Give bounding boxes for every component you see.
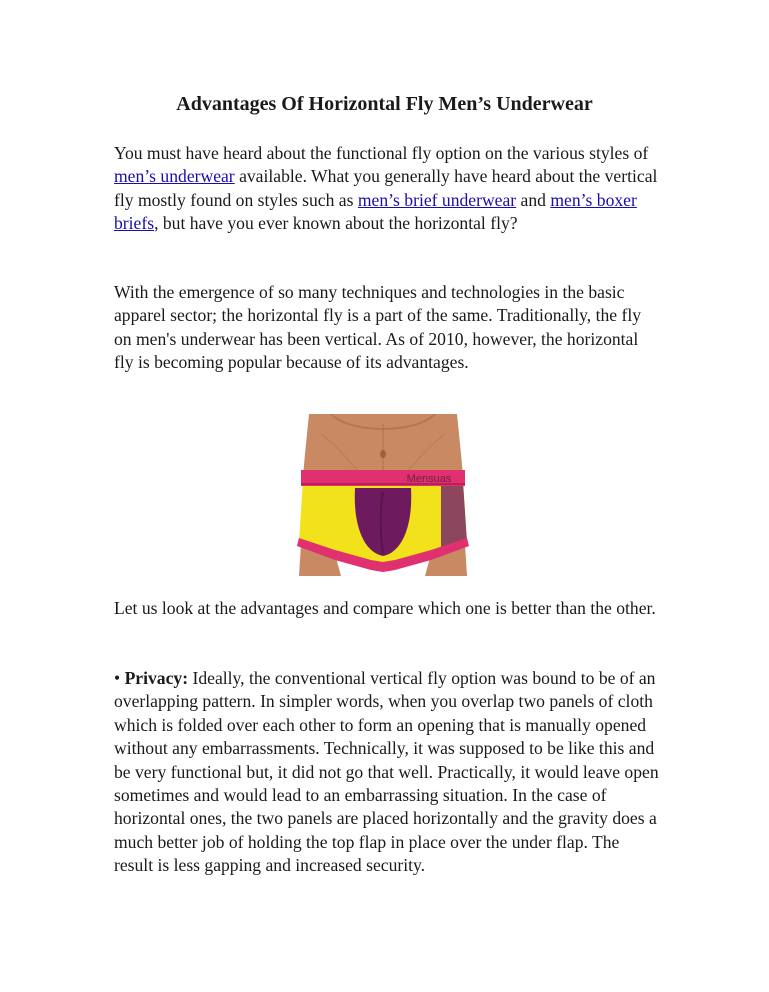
compare-paragraph: Let us look at the advantages and compare which one is better than the other.: [114, 598, 656, 618]
privacy-label: Privacy:: [124, 668, 189, 688]
intro-text-2: available. What you generally have heard about the vertical fly mostly found on styles such as: [114, 166, 658, 210]
mens-underwear-link[interactable]: men’s underwear: [114, 166, 235, 187]
privacy-text: Ideally, the conventional vertical fly option was bound to be of an overlapping pattern. In simpler words, when you overlap two panels of cloth which is folded over each other to form an opening that is manually opened without any embarrassments. Technically, it was supposed to be like this and be very functional but, it did not go that well. Practically, it would leave open sometimes and would lead to an embarrassing situation. In the case of horizontal ones, the two panels are placed horizontally and the gravity does a much better job of holding the top flap in place over the under flap. The result is less gapping and increased security.: [114, 668, 659, 876]
mens-boxer-briefs-link[interactable]: men’s boxer briefs: [114, 189, 637, 234]
emergence-paragraph: With the emergence of so many techniques and technologies in the basic apparel sector; the horizontal fly is a part of the same. Traditionally, the fly on men's underwear has been vertical. As of 2010, however, the horizontal fly is becoming popular because of its advantages.: [114, 282, 642, 373]
privacy-paragraph: [114, 667, 659, 878]
intro-paragraph: [114, 142, 659, 236]
intro-text-4: , but have you ever known about the horizontal fly?: [154, 213, 518, 234]
underwear-product-image: [291, 414, 475, 576]
intro-text-1: You must have heard about the functional fly option on the various styles of: [114, 143, 649, 163]
waistband-logo-text: Mensuas: [406, 473, 452, 485]
bullet-point: •: [114, 668, 125, 688]
page-title: Advantages Of Horizontal Fly Men’s Underwear: [176, 93, 593, 115]
mens-brief-underwear-link[interactable]: men’s brief underwear: [357, 189, 517, 210]
intro-text-3: and: [516, 189, 551, 210]
